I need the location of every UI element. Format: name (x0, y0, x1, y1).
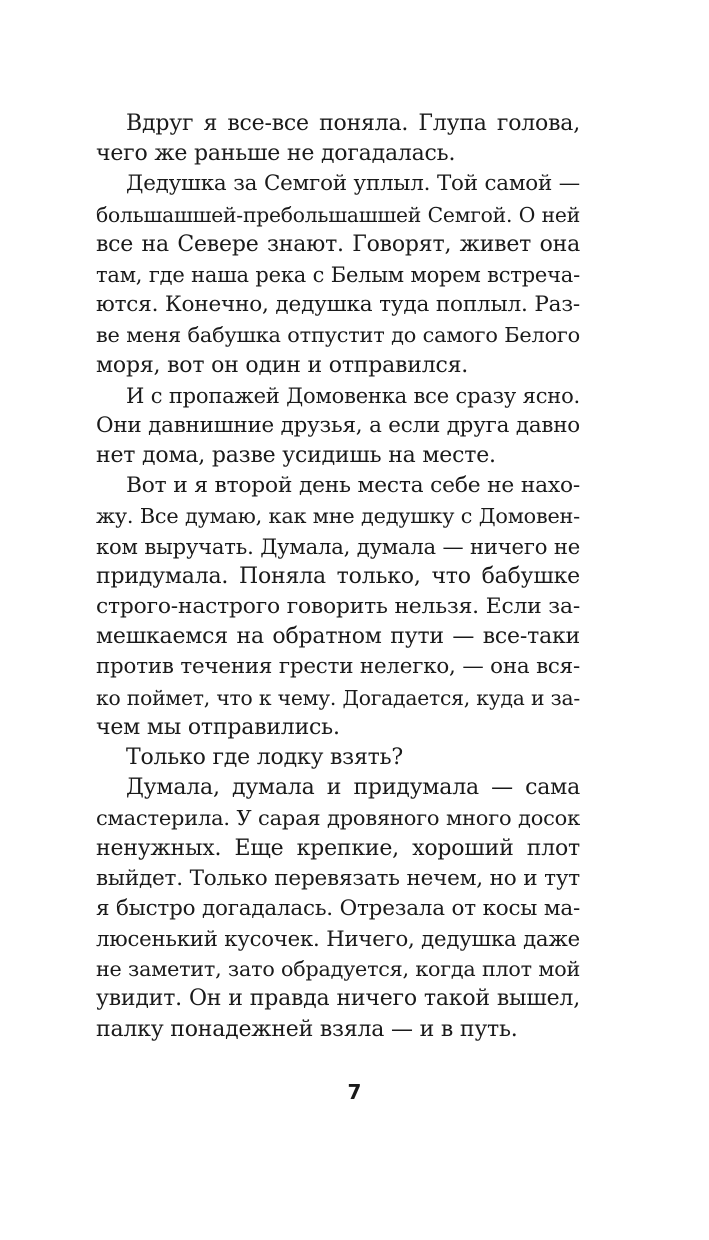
text-line: не заметит, зато обрадуется, когда плот мой (96, 957, 580, 982)
text-line: придумала. Поняла только, что бабушке (96, 563, 580, 589)
text-line: ве меня бабушка отпустит до самого Белого (96, 323, 580, 348)
text-line: все на Севере знают. Говорят, живет она (96, 231, 580, 257)
text-line: строго-настрого говорить нельзя. Если за- (96, 594, 580, 619)
text-line: палку понадежней взяла — и в путь. (96, 1016, 518, 1042)
text-line: большашшей-пребольшашшей Семгой. О ней (96, 202, 580, 227)
text-line: Дедушка за Семгой уплыл. Той самой — (126, 171, 580, 197)
text-line: Думала, думала и придумала — сама (126, 775, 580, 801)
body-text (96, 109, 580, 1045)
text-line: я быстро догадалась. Отрезала от косы ма- (96, 895, 580, 921)
text-line: мешкаемся на обратном пути — все-таки (96, 624, 580, 650)
text-line: нет дома, разве усидишь на месте. (96, 443, 496, 469)
text-line: там, где наша река с Белым морем встреча- (96, 262, 580, 287)
text-line: смастерила. У сарая дровяного много досок (96, 806, 580, 831)
text-line: жу. Все думаю, как мне дедушку с Домовен- (96, 504, 580, 529)
text-line: люсенький кусочек. Ничего, дедушка даже (96, 926, 580, 952)
text-line: моря, вот он один и отправился. (96, 352, 469, 378)
text-line: Они давнишние друзья, а если друга давно (96, 412, 580, 438)
text-line: Только где лодку взять? (126, 744, 404, 770)
text-line: Вот и я второй день места себе не нахо- (126, 473, 580, 499)
text-line: ко поймет, что к чему. Догадается, куда и за- (96, 685, 580, 710)
text-line: ненужных. Еще крепкие, хороший плот (96, 835, 580, 861)
text-line: чем мы отправились. (96, 714, 340, 740)
text-line: ком выручать. Думала, думала — ничего не (96, 533, 580, 559)
page-number: 7 (347, 1080, 362, 1104)
text-line: против течения грести нелегко, — она вся- (96, 654, 580, 680)
text-line: Вдруг я все-все поняла. Глупа голова, (126, 111, 580, 136)
text-line: чего же раньше не догадалась. (96, 141, 456, 167)
text-line: И с пропажей Домовенка все сразу ясно. (126, 382, 580, 408)
text-line: увидит. Он и правда ничего такой вышел, (96, 986, 580, 1012)
text-line: ются. Конечно, дедушка туда поплыл. Раз- (96, 292, 580, 318)
text-line: выйдет. Только перевязать нечем, но и тут (96, 865, 580, 891)
